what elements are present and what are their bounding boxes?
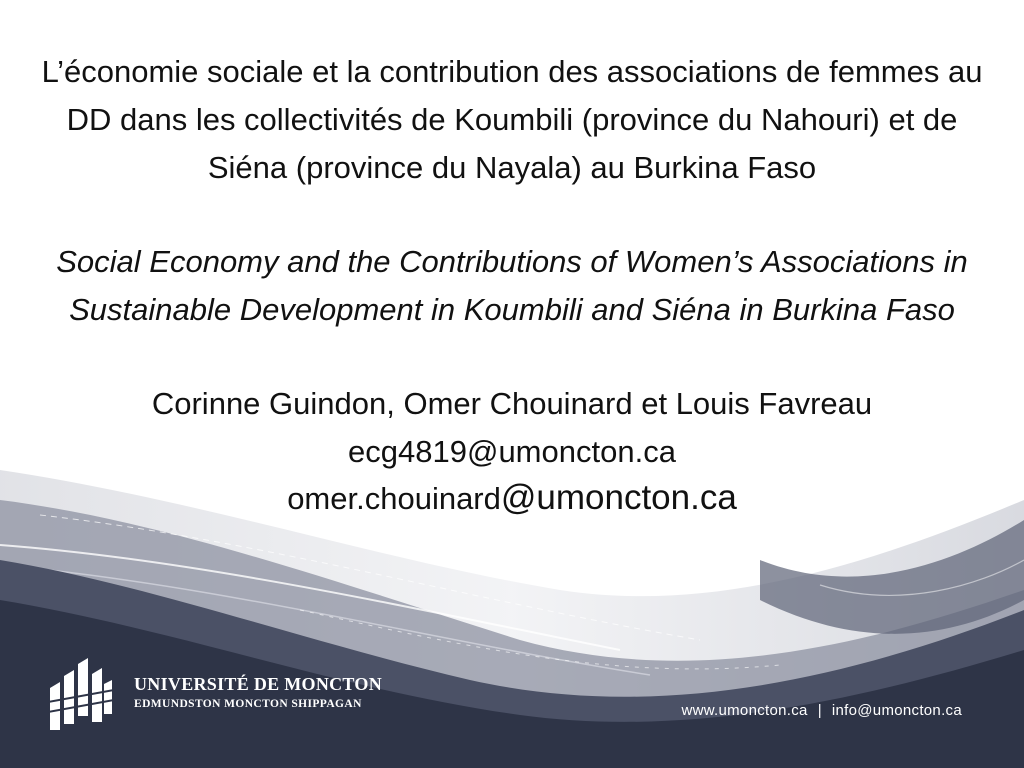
authors: Corinne Guindon, Omer Chouinard et Louis Favreau — [151, 386, 873, 421]
footer-contact — [681, 702, 962, 719]
footer-separator: | — [817, 702, 822, 719]
university-text — [134, 674, 382, 710]
university-name: UNIVERSITÉ DE MONCTON — [134, 674, 383, 694]
email-2-domain: @umoncton.ca — [500, 478, 737, 517]
slide-text — [30, 48, 994, 523]
website-link[interactable]: www.umoncton.ca — [681, 702, 808, 719]
university-campuses: EDMUNDSTON MONCTON SHIPPAGAN — [134, 698, 362, 710]
title-english: Social Economy and the Contributions of Women’s Associations in Sustainable Development in Koumbili and Siéna in Burkina Faso — [56, 244, 968, 327]
email-2-user: omer.chouinard — [287, 481, 501, 516]
email-2 — [30, 474, 994, 523]
university-branding — [48, 654, 382, 730]
title-french: L’économie sociale et la contribution des associations de femmes au DD dans les collectivités de Koumbili (province du Nahouri) et de Siéna (province du Nayala) au Burkina Faso — [41, 54, 983, 185]
university-logo-icon — [48, 654, 114, 730]
contact-email-link[interactable]: info@umoncton.ca — [831, 702, 962, 719]
email-1: ecg4819@umoncton.ca — [348, 434, 676, 469]
